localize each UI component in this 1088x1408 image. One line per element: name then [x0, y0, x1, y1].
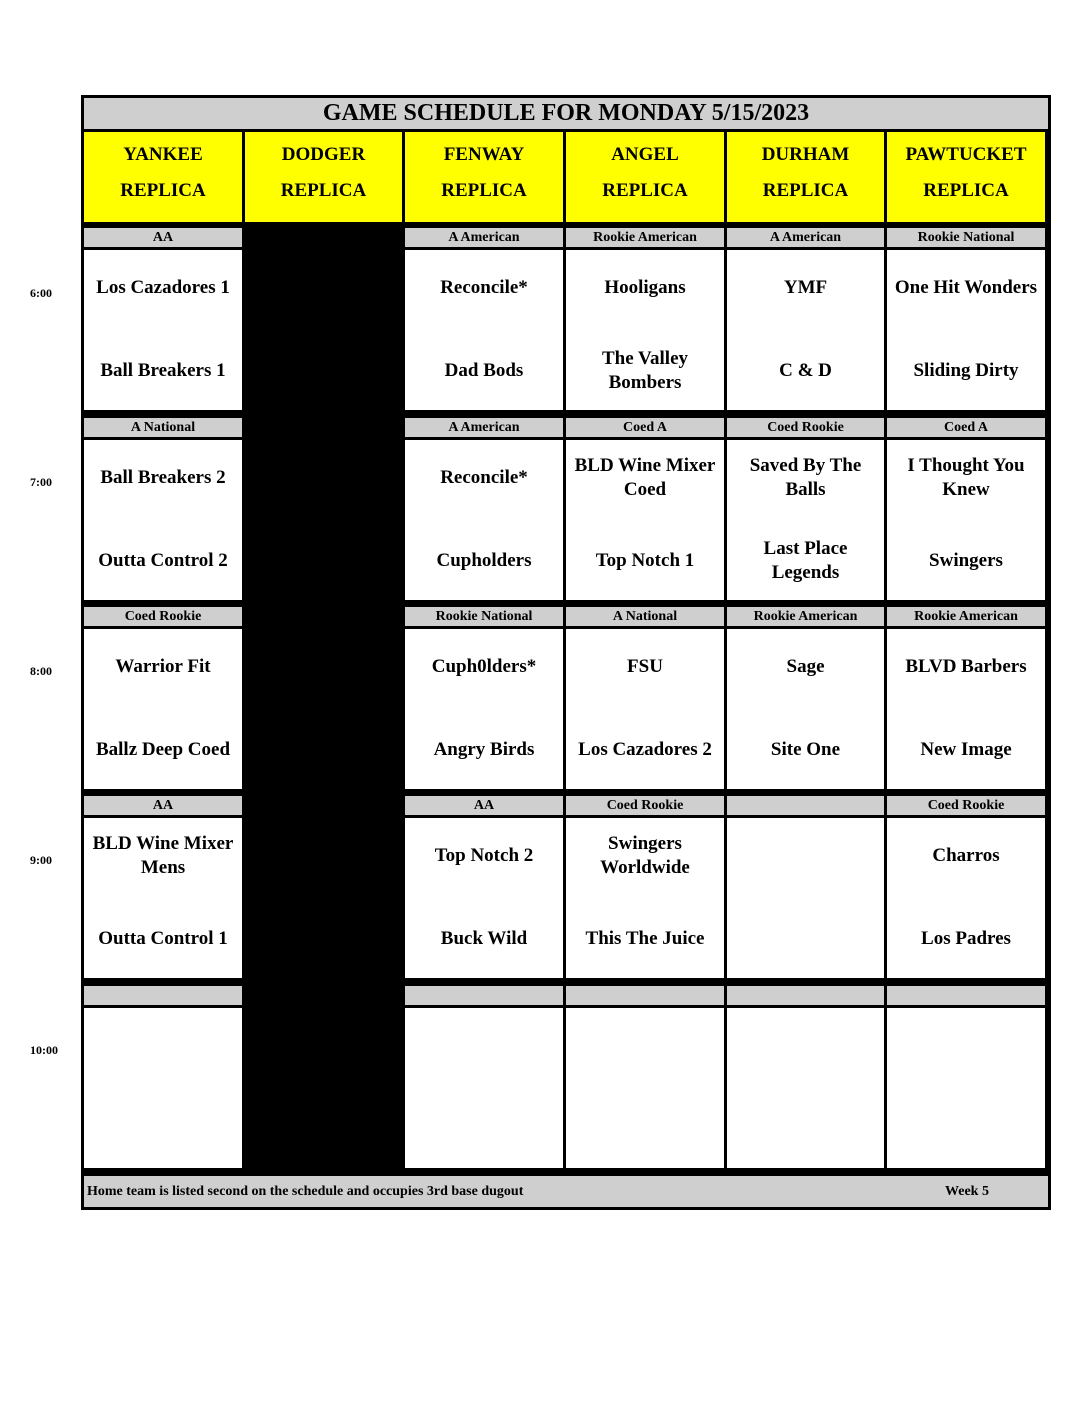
away-team: Los Cazadores 1	[96, 277, 230, 298]
home-team	[407, 1102, 561, 1156]
field-name: ANGEL	[611, 144, 679, 165]
game-cell	[405, 250, 563, 410]
home-team: Cupholders	[436, 550, 532, 571]
division-label	[405, 986, 563, 1005]
division-label: A National	[566, 607, 724, 626]
game-cell	[727, 1008, 884, 1168]
game-cell	[566, 818, 724, 978]
field-name: PAWTUCKET	[905, 144, 1027, 165]
division-label: A National	[84, 418, 242, 437]
division-label: Coed Rookie	[84, 607, 242, 626]
field-subtitle: REPLICA	[602, 180, 688, 201]
away-team	[86, 1019, 240, 1073]
home-team: Sliding Dirty	[913, 360, 1019, 381]
away-team: FSU	[627, 656, 663, 677]
game-cell	[405, 818, 563, 978]
division-label: A American	[405, 418, 563, 437]
field-subtitle: REPLICA	[762, 180, 849, 201]
field-name: DODGER	[281, 144, 366, 165]
field-subtitle: REPLICA	[120, 180, 206, 201]
away-team: BLD Wine Mixer Coed	[574, 455, 716, 500]
home-team	[86, 1102, 240, 1156]
home-team: Ballz Deep Coed	[95, 739, 231, 760]
home-team: Angry Birds	[433, 739, 535, 760]
home-team: Buck Wild	[440, 928, 528, 949]
away-team: BLVD Barbers	[905, 656, 1027, 677]
game-cell	[727, 818, 884, 978]
game-cell	[727, 250, 884, 410]
away-team: YMF	[783, 277, 828, 298]
division-label: Rookie American	[727, 607, 884, 626]
game-cell	[566, 629, 724, 789]
division-label: Rookie American	[887, 607, 1045, 626]
field-subtitle: REPLICA	[280, 180, 367, 201]
game-cell	[405, 629, 563, 789]
home-team	[889, 1102, 1043, 1156]
game-cell	[84, 818, 242, 978]
home-team: Top Notch 1	[595, 550, 695, 571]
field-subtitle: REPLICA	[441, 180, 527, 201]
division-label: Coed Rookie	[887, 796, 1045, 815]
game-cell	[405, 1008, 563, 1168]
game-cell	[727, 629, 884, 789]
away-team: One Hit Wonders	[894, 277, 1038, 298]
away-team: Reconcile*	[440, 467, 528, 488]
field-header-dodger	[245, 132, 402, 222]
away-team: I Thought You Knew	[907, 455, 1025, 500]
game-cell	[84, 1008, 242, 1168]
field-header-durham	[727, 132, 884, 222]
home-team: Los Padres	[921, 928, 1011, 949]
game-cell	[887, 629, 1045, 789]
home-team: C & D	[779, 360, 832, 381]
home-team: Dad Bods	[444, 360, 524, 381]
division-label	[727, 986, 884, 1005]
home-team: Outta Control 1	[98, 928, 228, 949]
division-label	[566, 986, 724, 1005]
away-team: Swingers Worldwide	[600, 833, 690, 878]
away-team: Warrior Fit	[115, 656, 211, 677]
field-name: DURHAM	[761, 144, 850, 165]
home-team: The Valley Bombers	[601, 348, 689, 393]
schedule-footer	[84, 1176, 1048, 1207]
time-slot-label: 9:00	[30, 853, 52, 867]
week-label: Week 5	[945, 1184, 989, 1199]
game-cell	[887, 1008, 1045, 1168]
division-label: Coed A	[566, 418, 724, 437]
away-team: Reconcile*	[440, 277, 528, 298]
time-slot-label: 7:00	[30, 475, 52, 489]
away-team	[729, 1019, 882, 1073]
home-team: Last Place Legends	[763, 538, 848, 583]
home-team: Outta Control 2	[98, 550, 228, 571]
game-cell	[84, 629, 242, 789]
division-label: Coed A	[887, 418, 1045, 437]
time-slot-label: 8:00	[30, 664, 52, 678]
home-team: Site One	[770, 739, 841, 760]
away-team: Cuph0lders*	[431, 656, 537, 677]
home-team: Los Cazadores 2	[578, 739, 712, 760]
field-name: YANKEE	[123, 144, 203, 165]
away-team	[407, 1019, 561, 1073]
schedule-title: GAME SCHEDULE FOR MONDAY 5/15/2023	[84, 98, 1048, 129]
home-team	[729, 912, 882, 966]
home-team	[729, 1102, 882, 1156]
away-team: Top Notch 2	[434, 845, 534, 866]
field-header-yankee	[84, 132, 242, 222]
division-label: Coed Rookie	[566, 796, 724, 815]
home-team: New Image	[920, 739, 1012, 760]
division-label	[887, 986, 1045, 1005]
game-cell	[566, 250, 724, 410]
dodger-closed-block	[245, 228, 402, 1168]
away-team: Charros	[932, 845, 1000, 866]
game-cell	[566, 440, 724, 600]
division-label: Coed Rookie	[727, 418, 884, 437]
home-team: This The Juice	[585, 928, 705, 949]
away-team	[889, 1019, 1043, 1073]
game-cell	[84, 250, 242, 410]
division-label: Rookie American	[566, 228, 724, 247]
away-team: Saved By The Balls	[749, 455, 862, 500]
field-subtitle: REPLICA	[923, 180, 1009, 201]
footer-note: Home team is listed second on the schedule and occupies 3rd base dugout	[87, 1184, 524, 1199]
away-team: Ball Breakers 2	[100, 467, 226, 488]
division-label: AA	[84, 796, 242, 815]
away-team	[568, 1019, 722, 1073]
time-slot-label: 6:00	[30, 286, 52, 300]
away-team: Hooligans	[604, 277, 686, 298]
away-team	[729, 829, 882, 883]
game-cell	[887, 250, 1045, 410]
division-label: A American	[727, 228, 884, 247]
division-label: Rookie National	[887, 228, 1045, 247]
away-team: Sage	[786, 656, 825, 677]
field-header-pawtucket	[887, 132, 1045, 222]
home-team	[568, 1102, 722, 1156]
game-cell	[727, 440, 884, 600]
game-cell	[887, 440, 1045, 600]
division-label	[84, 986, 242, 1005]
time-slot-label: 10:00	[30, 1043, 58, 1057]
game-cell	[566, 1008, 724, 1168]
schedule-table	[81, 95, 1051, 1210]
game-cell	[887, 818, 1045, 978]
away-team: BLD Wine Mixer Mens	[92, 833, 234, 878]
field-name: FENWAY	[443, 144, 525, 165]
game-cell	[405, 440, 563, 600]
division-label: AA	[84, 228, 242, 247]
division-label: Rookie National	[405, 607, 563, 626]
home-team: Swingers	[929, 550, 1003, 571]
field-header-angel	[566, 132, 724, 222]
division-label	[727, 796, 884, 815]
home-team: Ball Breakers 1	[100, 360, 226, 381]
field-header-fenway	[405, 132, 563, 222]
division-label: AA	[405, 796, 563, 815]
game-cell	[84, 440, 242, 600]
division-label: A American	[405, 228, 563, 247]
